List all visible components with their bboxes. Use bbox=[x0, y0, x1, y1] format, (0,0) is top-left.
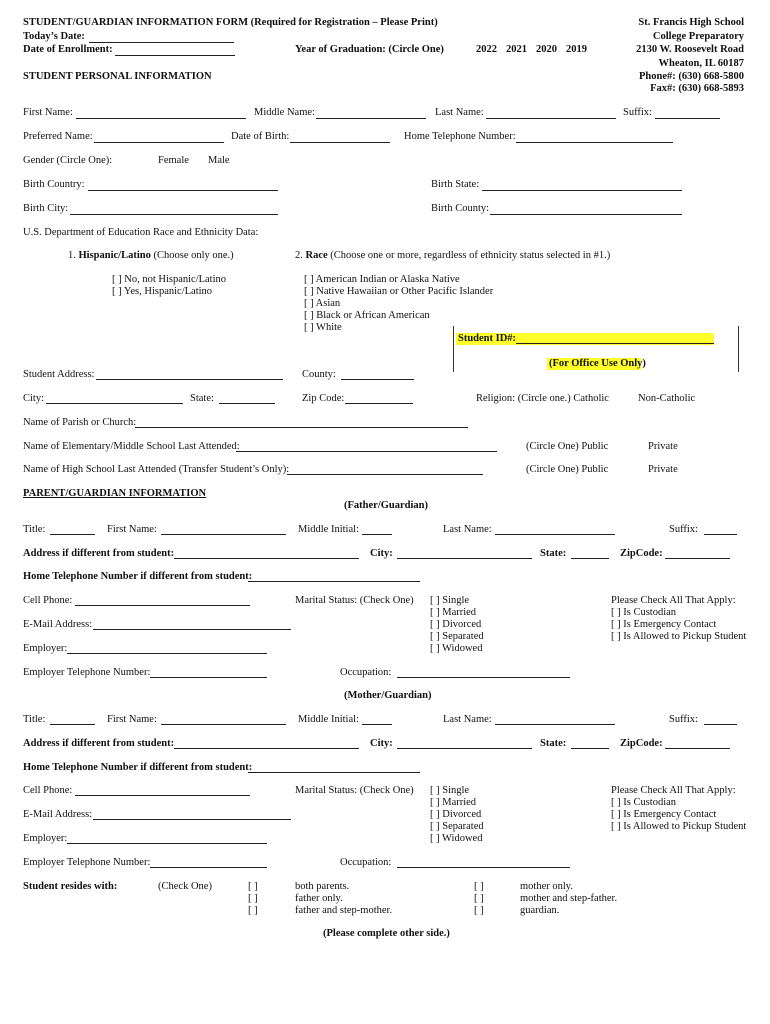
resides-box-mother[interactable]: [ ] bbox=[474, 881, 484, 892]
state-label: State: bbox=[190, 393, 214, 404]
form-title: STUDENT/GUARDIAN INFORMATION FORM (Required for Registration – Please Print) bbox=[23, 17, 438, 28]
mother-address-label: Address if different from student: bbox=[23, 738, 175, 749]
mother-first-name-label: First Name: bbox=[107, 714, 157, 725]
todays-date-label: Today’s Date: bbox=[23, 31, 85, 42]
mother-zip-field[interactable] bbox=[665, 748, 730, 749]
school-fax: Fax#: (630) 668-5893 bbox=[650, 83, 744, 94]
parish-label: Name of Parish or Church: bbox=[23, 417, 137, 428]
mother-employer-phone-field[interactable] bbox=[150, 867, 267, 868]
last-name-label: Last Name: bbox=[435, 107, 484, 118]
mother-is-custodian[interactable]: [ ] Is Custodian bbox=[611, 797, 677, 808]
father-occupation-field[interactable] bbox=[397, 677, 570, 678]
school-city: Wheaton, IL 60187 bbox=[658, 58, 744, 69]
father-first-name-label: First Name: bbox=[107, 524, 157, 535]
father-heading: (Father/Guardian) bbox=[344, 500, 428, 511]
mother-employer-field[interactable] bbox=[67, 843, 267, 844]
mother-employer-label: Employer: bbox=[23, 833, 68, 844]
last-name-field[interactable] bbox=[486, 118, 616, 119]
q2-option-hawaiian[interactable]: [ ] Native Hawaiian or Other Pacific Islander bbox=[304, 286, 494, 297]
father-marital-divorced[interactable]: [ ] Divorced bbox=[430, 619, 482, 630]
mother-suffix-label: Suffix: bbox=[669, 714, 698, 725]
mother-state-field[interactable] bbox=[571, 748, 609, 749]
city-field[interactable] bbox=[46, 403, 183, 404]
birth-city-field[interactable] bbox=[70, 214, 278, 215]
mother-marital-single[interactable]: [ ] Single bbox=[430, 785, 470, 796]
father-is-pickup[interactable]: [ ] Is Allowed to Pickup Student bbox=[611, 631, 747, 642]
father-marital-married[interactable]: [ ] Married bbox=[430, 607, 477, 618]
resides-label: Student resides with: bbox=[23, 881, 118, 892]
mother-suffix-field[interactable] bbox=[704, 724, 737, 725]
father-address-label: Address if different from student: bbox=[23, 548, 175, 559]
home-phone-label: Home Telephone Number: bbox=[404, 131, 516, 142]
father-zip-label: ZipCode: bbox=[620, 548, 663, 559]
father-title-field[interactable] bbox=[50, 534, 95, 535]
student-id-field[interactable] bbox=[516, 343, 714, 344]
birth-city-label: Birth City: bbox=[23, 203, 69, 214]
father-state-label: State: bbox=[540, 548, 567, 559]
zip-label: Zip Code: bbox=[302, 393, 345, 404]
footer-note: (Please complete other side.) bbox=[323, 928, 450, 939]
elem-school-field[interactable] bbox=[236, 451, 497, 452]
birth-state-label: Birth State: bbox=[431, 179, 480, 190]
mother-occupation-field[interactable] bbox=[397, 867, 570, 868]
father-state-field[interactable] bbox=[571, 558, 609, 559]
father-email-label: E-Mail Address: bbox=[23, 619, 93, 630]
resides-father-stepmother: father and step-mother. bbox=[295, 905, 393, 916]
q2-option-black[interactable]: [ ] Black or African American bbox=[304, 310, 430, 321]
todays-date-field[interactable] bbox=[89, 42, 234, 43]
resides-check-one: (Check One) bbox=[158, 881, 212, 892]
enrollment-date-label: Date of Enrollment: bbox=[23, 44, 113, 55]
mother-middle-initial-field[interactable] bbox=[362, 724, 392, 725]
father-is-custodian[interactable]: [ ] Is Custodian bbox=[611, 607, 677, 618]
graduation-label: Year of Graduation: (Circle One) bbox=[295, 44, 444, 55]
preferred-name-field[interactable] bbox=[94, 142, 224, 143]
mother-last-name-label: Last Name: bbox=[443, 714, 492, 725]
father-city-label: City: bbox=[370, 548, 393, 559]
elem-public[interactable]: (Circle One) Public bbox=[526, 441, 609, 452]
mother-middle-initial-label: Middle Initial: bbox=[298, 714, 359, 725]
mother-home-phone-label: Home Telephone Number if different from student: bbox=[23, 762, 253, 773]
resides-guardian: guardian. bbox=[520, 905, 560, 916]
race-data-heading: U.S. Department of Education Race and Ethnicity Data: bbox=[23, 227, 259, 238]
school-subtitle: College Preparatory bbox=[652, 31, 744, 42]
father-check-all-label: Please Check All That Apply: bbox=[611, 595, 736, 606]
q2-heading: 2. Race (Choose one or more, regardless of ethnicity status selected in #1.) bbox=[295, 250, 611, 261]
mother-home-phone-field[interactable] bbox=[248, 772, 420, 773]
mother-employer-phone-label: Employer Telephone Number: bbox=[23, 857, 151, 868]
school-street: 2130 W. Roosevelt Road bbox=[636, 44, 744, 55]
resides-mother-only: mother only. bbox=[520, 881, 573, 892]
father-employer-label: Employer: bbox=[23, 643, 68, 654]
resides-box-father-step[interactable]: [ ] bbox=[248, 905, 258, 916]
father-middle-initial-field[interactable] bbox=[362, 534, 392, 535]
gender-label: Gender (Circle One): bbox=[23, 155, 113, 166]
father-employer-field[interactable] bbox=[67, 653, 267, 654]
father-address-field[interactable] bbox=[174, 558, 359, 559]
q2-option-asian[interactable]: [ ] Asian bbox=[304, 298, 341, 309]
parish-field[interactable] bbox=[135, 427, 468, 428]
father-cell-label: Cell Phone: bbox=[23, 595, 73, 606]
mother-marital-married[interactable]: [ ] Married bbox=[430, 797, 477, 808]
father-marital-single[interactable]: [ ] Single bbox=[430, 595, 470, 606]
first-name-label: First Name: bbox=[23, 107, 73, 118]
father-marital-widowed[interactable]: [ ] Widowed bbox=[430, 643, 483, 654]
mother-occupation-label: Occupation: bbox=[340, 857, 392, 868]
suffix-label: Suffix: bbox=[623, 107, 652, 118]
home-phone-field[interactable] bbox=[516, 142, 673, 143]
mother-is-pickup[interactable]: [ ] Is Allowed to Pickup Student bbox=[611, 821, 747, 832]
enrollment-date-field[interactable] bbox=[115, 55, 235, 56]
mother-marital-label: Marital Status: (Check One) bbox=[295, 785, 414, 796]
grad-year-2022[interactable]: 2022 bbox=[476, 44, 497, 55]
mother-marital-divorced[interactable]: [ ] Divorced bbox=[430, 809, 482, 820]
father-employer-phone-field[interactable] bbox=[150, 677, 267, 678]
mother-email-label: E-Mail Address: bbox=[23, 809, 93, 820]
resides-father-only: father only. bbox=[295, 893, 343, 904]
resides-box-guardian[interactable]: [ ] bbox=[474, 905, 484, 916]
dob-field[interactable] bbox=[290, 142, 390, 143]
county-label: County: bbox=[302, 369, 336, 380]
mother-title-field[interactable] bbox=[50, 724, 95, 725]
father-title-label: Title: bbox=[23, 524, 46, 535]
father-marital-label: Marital Status: (Check One) bbox=[295, 595, 414, 606]
zip-field[interactable] bbox=[345, 403, 413, 404]
middle-name-label: Middle Name: bbox=[254, 107, 315, 118]
school-name: St. Francis High School bbox=[638, 17, 744, 28]
mother-first-name-field[interactable] bbox=[161, 724, 286, 725]
mother-title-label: Title: bbox=[23, 714, 46, 725]
father-zip-field[interactable] bbox=[665, 558, 730, 559]
father-cell-field[interactable] bbox=[75, 605, 250, 606]
resides-box-both[interactable]: [ ] bbox=[248, 881, 258, 892]
grad-year-2021[interactable]: 2021 bbox=[506, 44, 527, 55]
gender-female[interactable]: Female bbox=[158, 155, 189, 166]
mother-email-field[interactable] bbox=[93, 819, 291, 820]
mother-cell-label: Cell Phone: bbox=[23, 785, 73, 796]
father-first-name-field[interactable] bbox=[161, 534, 286, 535]
resides-box-father[interactable]: [ ] bbox=[248, 893, 258, 904]
father-email-field[interactable] bbox=[93, 629, 291, 630]
city-label: City: bbox=[23, 393, 45, 404]
student-address-field[interactable] bbox=[96, 379, 283, 380]
hs-public[interactable]: (Circle One) Public bbox=[526, 464, 609, 475]
gender-male[interactable]: Male bbox=[208, 155, 230, 166]
father-home-phone-label: Home Telephone Number if different from student: bbox=[23, 571, 253, 582]
religion-non-catholic[interactable]: Non-Catholic bbox=[638, 393, 696, 404]
q1-option-no[interactable]: [ ] No, not Hispanic/Latino bbox=[112, 274, 227, 285]
birth-country-label: Birth Country: bbox=[23, 179, 85, 190]
religion-catholic[interactable]: Religion: (Circle one.) Catholic bbox=[476, 393, 609, 404]
birth-state-field[interactable] bbox=[482, 190, 682, 191]
mother-cell-field[interactable] bbox=[75, 795, 250, 796]
preferred-name-label: Preferred Name: bbox=[23, 131, 93, 142]
county-field[interactable] bbox=[341, 379, 414, 380]
state-field[interactable] bbox=[219, 403, 275, 404]
father-home-phone-field[interactable] bbox=[248, 581, 420, 582]
resides-both-parents: both parents. bbox=[295, 881, 350, 892]
middle-name-field[interactable] bbox=[316, 118, 426, 119]
elem-private[interactable]: Private bbox=[648, 441, 678, 452]
q2-option-indian[interactable]: [ ] American Indian or Alaska Native bbox=[304, 274, 460, 285]
father-marital-separated[interactable]: [ ] Separated bbox=[430, 631, 484, 642]
birth-county-field[interactable] bbox=[490, 214, 682, 215]
parent-section-title: PARENT/GUARDIAN INFORMATION bbox=[23, 488, 207, 499]
suffix-field[interactable] bbox=[655, 118, 720, 119]
mother-check-all-label: Please Check All That Apply: bbox=[611, 785, 736, 796]
grad-year-2019[interactable]: 2019 bbox=[566, 44, 587, 55]
mother-last-name-field[interactable] bbox=[495, 724, 615, 725]
father-middle-initial-label: Middle Initial: bbox=[298, 524, 359, 535]
student-section-title: STUDENT PERSONAL INFORMATION bbox=[23, 71, 212, 82]
birth-country-field[interactable] bbox=[88, 190, 278, 191]
mother-state-label: State: bbox=[540, 738, 567, 749]
high-school-label: Name of High School Last Attended (Transfer Student’s Only): bbox=[23, 464, 290, 475]
mother-marital-separated[interactable]: [ ] Separated bbox=[430, 821, 484, 832]
mother-heading: (Mother/Guardian) bbox=[344, 690, 432, 701]
father-employer-phone-label: Employer Telephone Number: bbox=[23, 667, 151, 678]
resides-mother-stepfather: mother and step-father. bbox=[520, 893, 618, 904]
dob-label: Date of Birth: bbox=[231, 131, 290, 142]
birth-county-label: Birth County: bbox=[431, 203, 490, 214]
father-suffix-field[interactable] bbox=[704, 534, 737, 535]
high-school-field[interactable] bbox=[287, 474, 483, 475]
father-suffix-label: Suffix: bbox=[669, 524, 698, 535]
student-id-label: Student ID#: bbox=[458, 333, 517, 344]
school-phone: Phone#: (630) 668-5800 bbox=[639, 71, 744, 82]
q1-heading: 1. Hispanic/Latino (Choose only one.) bbox=[68, 250, 234, 261]
hs-private[interactable]: Private bbox=[648, 464, 678, 475]
grad-year-2020[interactable]: 2020 bbox=[536, 44, 557, 55]
mother-address-field[interactable] bbox=[174, 748, 359, 749]
father-city-field[interactable] bbox=[397, 558, 532, 559]
father-occupation-label: Occupation: bbox=[340, 667, 392, 678]
father-last-name-field[interactable] bbox=[495, 534, 615, 535]
resides-box-mother-step[interactable]: [ ] bbox=[474, 893, 484, 904]
mother-city-label: City: bbox=[370, 738, 393, 749]
father-last-name-label: Last Name: bbox=[443, 524, 492, 535]
mother-marital-widowed[interactable]: [ ] Widowed bbox=[430, 833, 483, 844]
mother-is-emergency[interactable]: [ ] Is Emergency Contact bbox=[611, 809, 717, 820]
elem-school-label: Name of Elementary/Middle School Last Attended: bbox=[23, 441, 240, 452]
q1-option-yes[interactable]: [ ] Yes, Hispanic/Latino bbox=[112, 286, 213, 297]
mother-city-field[interactable] bbox=[397, 748, 532, 749]
mother-zip-label: ZipCode: bbox=[620, 738, 663, 749]
office-use-label: (For Office Use Only) bbox=[549, 358, 646, 369]
q2-option-white[interactable]: [ ] White bbox=[304, 322, 342, 333]
student-address-label: Student Address: bbox=[23, 369, 95, 380]
father-is-emergency[interactable]: [ ] Is Emergency Contact bbox=[611, 619, 717, 630]
first-name-field[interactable] bbox=[76, 118, 246, 119]
